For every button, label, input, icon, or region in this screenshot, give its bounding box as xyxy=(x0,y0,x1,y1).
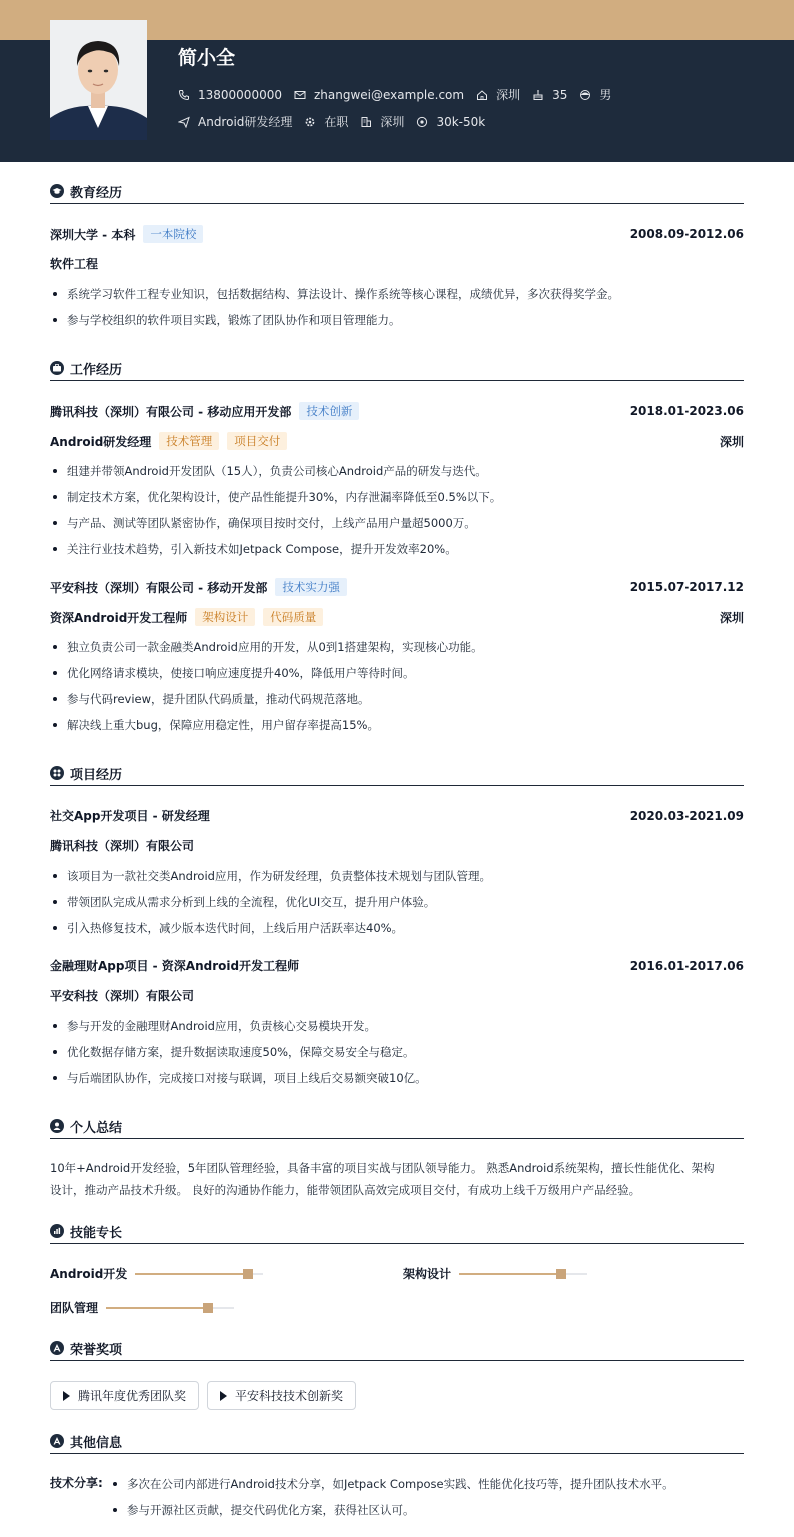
section-title-text: 个人总结 xyxy=(70,1120,123,1136)
major: 软件工程 xyxy=(50,257,99,271)
list-item: 参与代码review，提升团队代码质量，推动代码规范落地。 xyxy=(50,686,744,712)
location-item xyxy=(476,86,520,103)
skill-bar-fill xyxy=(135,1273,248,1275)
home-icon xyxy=(476,89,488,101)
work-city: 深圳 xyxy=(719,434,744,449)
section-title-text: 项目经历 xyxy=(70,767,123,783)
section-work xyxy=(50,356,744,381)
skill-bar-handle xyxy=(243,1269,253,1279)
skill-name: 团队管理 xyxy=(50,1301,99,1315)
award-label: 平安科技技术创新奖 xyxy=(235,1389,344,1403)
skill-item xyxy=(403,1265,587,1282)
section-education xyxy=(50,179,744,204)
work-date: 2015.07-2017.12 xyxy=(629,580,744,594)
summary-line: 10年+Android开发经验，5年团队管理经验，具备丰富的项目实战与团队领导能力。 熟悉Android系统架构，擅长性能优化、架构 xyxy=(50,1161,715,1175)
list-item: 制定技术方案，优化架构设计，使产品性能提升30%，内存泄漏率降低至0.5%以下。 xyxy=(50,484,744,510)
play-icon xyxy=(63,1391,70,1401)
gender-text: 男 xyxy=(599,88,612,102)
section-title-text: 教育经历 xyxy=(70,185,123,201)
contact-row xyxy=(178,86,623,103)
work-1-header xyxy=(50,402,744,420)
company-name: 腾讯科技（深圳）有限公司 - 移动应用开发部 xyxy=(50,404,292,419)
education-major-row xyxy=(50,255,744,272)
age-item xyxy=(532,88,567,102)
list-item: 组建并带领Android开发团队（15人），负责公司核心Android产品的研发与迭代。 xyxy=(50,458,744,484)
skill-name: 架构设计 xyxy=(403,1267,452,1281)
skill-bar-handle xyxy=(556,1269,566,1279)
project-2-bullets xyxy=(50,1013,744,1091)
other-bullets xyxy=(110,1471,744,1523)
work-2-role-row xyxy=(50,608,744,626)
list-item: 参与开发的金融理财Android应用，负责核心交易模块开发。 xyxy=(50,1013,744,1039)
role-title: Android研发经理 xyxy=(50,434,152,449)
status-item xyxy=(304,113,348,130)
position-item xyxy=(178,113,292,130)
section-title-text: 荣誉奖项 xyxy=(70,1342,123,1358)
job-intent-row xyxy=(178,113,497,130)
award-label: 腾讯年度优秀团队奖 xyxy=(78,1389,187,1403)
company-tag: 技术实力强 xyxy=(275,578,347,596)
list-item: 多次在公司内部进行Android技术分享，如Jetpack Compose实践、性能优化技巧等，提升团队技术水平。 xyxy=(110,1471,744,1497)
list-item: 该项目为一款社交类Android应用，作为研发经理，负责整体技术规划与团队管理。 xyxy=(50,863,744,889)
company-tag: 技术创新 xyxy=(299,402,359,420)
phone-text: 13800000000 xyxy=(198,87,282,102)
work-2-header xyxy=(50,578,744,596)
skill-name: Android开发 xyxy=(50,1267,128,1281)
work-city: 深圳 xyxy=(719,610,744,625)
send-icon xyxy=(178,116,190,128)
phone-icon xyxy=(178,89,190,101)
list-item: 与后端团队协作，完成接口对接与联调，项目上线后交易额突破10亿。 xyxy=(50,1065,744,1091)
status-text: 在职 xyxy=(324,115,349,129)
briefcase-icon xyxy=(50,361,64,375)
phone-item xyxy=(178,88,282,102)
target-city-item xyxy=(360,113,404,130)
section-other xyxy=(50,1429,744,1454)
project-company: 腾讯科技（深圳）有限公司 xyxy=(50,839,195,853)
list-item: 优化网络请求模块，使接口响应速度提升40%，降低用户等待时间。 xyxy=(50,660,744,686)
role-tag: 代码质量 xyxy=(263,608,323,626)
list-item: 参与开源社区贡献，提交代码优化方案，获得社区认可。 xyxy=(110,1497,744,1523)
person-icon xyxy=(579,89,591,101)
skill-bar-fill xyxy=(459,1273,561,1275)
list-item: 解决线上重大bug，保障应用稳定性，用户留存率提高15%。 xyxy=(50,712,744,738)
section-title-text: 其他信息 xyxy=(70,1435,123,1451)
list-item: 独立负责公司一款金融类Android应用的开发，从0到1搭建架构，实现核心功能。 xyxy=(50,634,744,660)
project-date: 2020.03-2021.09 xyxy=(629,808,744,823)
section-title-text: 技能专长 xyxy=(70,1225,123,1241)
skill-item xyxy=(50,1299,234,1316)
bar-chart-icon xyxy=(50,1224,64,1238)
email-item xyxy=(294,88,464,102)
list-item: 带领团队完成从需求分析到上线的全流程，优化UI交互，提升用户体验。 xyxy=(50,889,744,915)
role-tag: 架构设计 xyxy=(195,608,255,626)
grid-icon xyxy=(50,766,64,780)
skill-bar-fill xyxy=(106,1307,208,1309)
list-item: 与产品、测试等团队紧密协作，确保项目按时交付，上线产品用户量超5000万。 xyxy=(50,510,744,536)
education-date: 2008.09-2012.06 xyxy=(629,227,744,241)
award-icon xyxy=(50,1341,64,1355)
section-projects xyxy=(50,761,744,786)
project-2-company-row xyxy=(50,987,744,1004)
age-text: 35 xyxy=(552,87,568,102)
avatar xyxy=(50,20,147,140)
project-title: 社交App开发项目 - 研发经理 xyxy=(50,809,210,823)
section-skills xyxy=(50,1219,744,1244)
work-1-bullets xyxy=(50,458,744,562)
gender-item xyxy=(579,86,611,103)
award-badge xyxy=(207,1381,356,1410)
skill-item xyxy=(50,1265,263,1282)
work-date: 2018.01-2023.06 xyxy=(629,404,744,418)
skill-bar xyxy=(459,1273,587,1275)
info-icon xyxy=(50,1434,64,1448)
project-2-header xyxy=(50,957,744,974)
role-tag: 项目交付 xyxy=(227,432,287,450)
building-icon xyxy=(360,116,372,128)
education-bullets xyxy=(50,281,744,333)
project-date: 2016.01-2017.06 xyxy=(629,958,744,973)
summary-line: 设计，推动产品技术升级。 良好的沟通协作能力，能带领团队高效完成项目交付，有成功上线千万级用户产品经验。 xyxy=(50,1183,641,1197)
candidate-name: 简小全 xyxy=(178,47,236,69)
skill-bar-handle xyxy=(203,1303,213,1313)
list-item: 引入热修复技术，减少版本迭代时间，上线后用户活跃率达40%。 xyxy=(50,915,744,941)
skill-bar xyxy=(106,1307,234,1309)
salary-item xyxy=(416,115,485,129)
target-city-text: 深圳 xyxy=(380,115,405,129)
award-badge xyxy=(50,1381,199,1410)
work-1-role-row xyxy=(50,432,744,450)
role-title: 资深Android开发工程师 xyxy=(50,610,188,625)
school-tag: 一本院校 xyxy=(143,225,203,243)
play-icon xyxy=(220,1391,227,1401)
summary-text xyxy=(50,1157,744,1201)
project-company: 平安科技（深圳）有限公司 xyxy=(50,989,195,1003)
list-item: 系统学习软件工程专业知识，包括数据结构、算法设计、操作系统等核心课程，成绩优异，多次获得奖学金。 xyxy=(50,281,744,307)
user-icon xyxy=(50,1119,64,1133)
salary-text: 30k-50k xyxy=(436,114,486,129)
company-name: 平安科技（深圳）有限公司 - 移动开发部 xyxy=(50,580,268,595)
role-tag: 技术管理 xyxy=(159,432,219,450)
project-1-bullets xyxy=(50,863,744,941)
settings-icon xyxy=(304,116,316,128)
location-text: 深圳 xyxy=(496,88,521,102)
list-item: 优化数据存储方案，提升数据读取速度50%，保障交易安全与稳定。 xyxy=(50,1039,744,1065)
position-text: Android研发经理 xyxy=(198,115,293,129)
list-item: 关注行业技术趋势，引入新技术如Jetpack Compose，提升开发效率20%。 xyxy=(50,536,744,562)
education-header xyxy=(50,225,744,243)
other-label: 技术分享: xyxy=(50,1476,103,1490)
school-name: 深圳大学 - 本科 xyxy=(50,227,136,242)
email-text: zhangwei@example.com xyxy=(313,87,465,102)
project-1-header xyxy=(50,807,744,824)
mail-icon xyxy=(294,89,306,101)
money-icon xyxy=(416,116,428,128)
cake-icon xyxy=(532,89,544,101)
skill-bar xyxy=(135,1273,263,1275)
section-summary xyxy=(50,1114,744,1139)
project-title: 金融理财App项目 - 资深Android开发工程师 xyxy=(50,959,300,973)
list-item: 参与学校组织的软件项目实践，锻炼了团队协作和项目管理能力。 xyxy=(50,307,744,333)
project-1-company-row xyxy=(50,837,744,854)
section-awards xyxy=(50,1336,744,1361)
work-2-bullets xyxy=(50,634,744,738)
section-title-text: 工作经历 xyxy=(70,362,123,378)
graduation-cap-icon xyxy=(50,184,64,198)
